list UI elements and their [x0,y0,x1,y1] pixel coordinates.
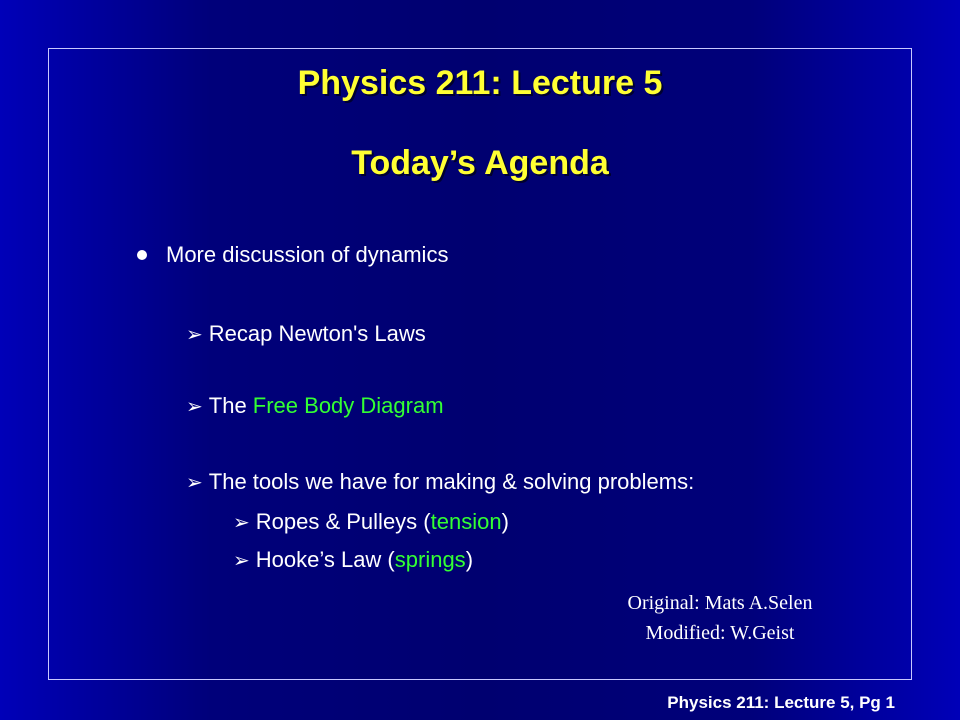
slide-title: Physics 211: Lecture 5 [297,64,663,102]
highlight-text: springs [394,547,466,572]
highlight-text: tension [430,509,502,534]
arrow-bullet-icon: ➢ [186,472,203,494]
arrow-bullet-icon: ➢ [186,396,203,418]
highlight-text: Free Body Diagram [252,393,444,418]
credit-original: Original: Mats A.Selen [627,592,813,614]
bullet-dot-icon [137,250,147,260]
arrow-bullet-icon: ➢ [186,324,203,346]
slide-subtitle: Today’s Agenda [351,144,609,182]
arrow-bullet-icon: ➢ [233,550,250,572]
sub-bullet-label: Recap Newton's Laws [208,321,426,346]
sub-bullet-label: ) [501,509,509,534]
sub-bullet-label: The tools we have for making & solving problems: [208,469,695,494]
slide-frame [48,48,912,680]
sub-bullet-tools [186,469,694,495]
sub-sub-bullet-hooke [233,547,473,573]
sub-bullet-label: Hooke’s Law ( [255,547,395,572]
sub-bullet-label: ) [465,547,474,572]
sub-bullet-recap [186,321,426,347]
slide-footer: Physics 211: Lecture 5, Pg 1 [667,693,895,712]
arrow-bullet-icon: ➢ [233,512,250,534]
sub-bullet-label: The [208,393,253,418]
sub-bullet-label: Ropes & Pulleys ( [255,509,431,534]
sub-sub-bullet-ropes [233,509,509,535]
bullet-main: More discussion of dynamics [166,242,449,267]
sub-bullet-fbd [186,393,444,419]
credit-modified: Modified: W.Geist [645,622,795,644]
